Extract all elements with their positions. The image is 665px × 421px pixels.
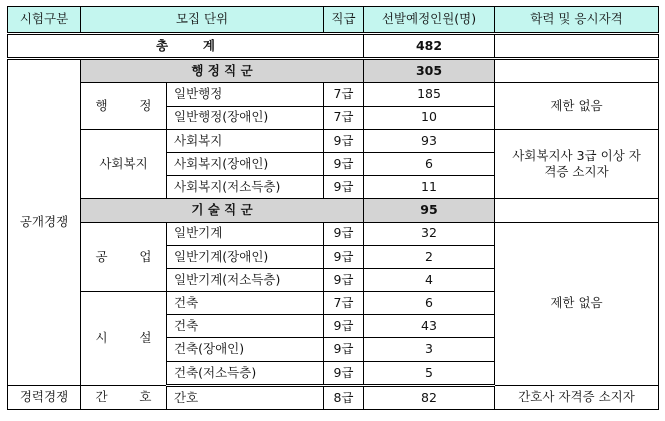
unit-cell: 건축 — [167, 292, 324, 315]
header-grade: 직급 — [324, 7, 364, 34]
count-cell: 11 — [364, 176, 495, 199]
admin-section-title: 행 정 직 군 — [81, 59, 364, 83]
count-cell: 10 — [364, 106, 495, 129]
tech-section-row — [8, 199, 659, 222]
tech-section-title: 기 술 직 군 — [81, 199, 364, 222]
count-cell: 5 — [364, 361, 495, 385]
open-competition-label: 공개경쟁 — [8, 59, 81, 386]
group-label-haengjeong: 행 정 — [81, 83, 167, 129]
grade-cell: 9급 — [324, 222, 364, 245]
grade-cell: 9급 — [324, 315, 364, 338]
grade-cell: 9급 — [324, 361, 364, 385]
unit-cell: 일반기계(장애인) — [167, 245, 324, 268]
qualification-career: 간호사 자격증 소지자 — [495, 385, 659, 409]
table-row — [8, 83, 659, 106]
count-cell: 6 — [364, 292, 495, 315]
qualification-tech: 제한 없음 — [495, 222, 659, 385]
grade-cell: 7급 — [324, 106, 364, 129]
count-cell: 185 — [364, 83, 495, 106]
count-cell: 32 — [364, 222, 495, 245]
unit-cell: 일반기계 — [167, 222, 324, 245]
unit-cell: 사회복지(저소득층) — [167, 176, 324, 199]
count-cell: 82 — [364, 385, 495, 409]
count-cell: 2 — [364, 245, 495, 268]
unit-cell: 일반행정 — [167, 83, 324, 106]
career-competition-label: 경력경쟁 — [8, 385, 81, 409]
qualification-haengjeong: 제한 없음 — [495, 83, 659, 129]
grade-cell: 9급 — [324, 129, 364, 152]
table-row — [8, 129, 659, 152]
count-cell: 3 — [364, 338, 495, 361]
header-exam-type: 시험구분 — [8, 7, 81, 34]
unit-cell: 일반기계(저소득층) — [167, 268, 324, 291]
count-cell: 43 — [364, 315, 495, 338]
count-cell: 6 — [364, 152, 495, 175]
header-unit: 모집 단위 — [81, 7, 324, 34]
unit-cell: 일반행정(장애인) — [167, 106, 324, 129]
unit-cell: 건축(장애인) — [167, 338, 324, 361]
grade-cell: 9급 — [324, 176, 364, 199]
admin-section-row — [8, 59, 659, 83]
tech-section-qualification-empty — [495, 199, 659, 222]
unit-cell: 간호 — [167, 385, 324, 409]
header-count: 선발예정인원(명) — [364, 7, 495, 34]
group-label-ganho: 간 호 — [81, 385, 167, 409]
recruitment-table-container — [7, 6, 659, 410]
admin-section-count: 305 — [364, 59, 495, 83]
header-row — [8, 7, 659, 34]
table-row — [8, 222, 659, 245]
unit-cell: 사회복지(장애인) — [167, 152, 324, 175]
qualification-welfare: 사회복지사 3급 이상 자격증 소지자 — [495, 129, 659, 199]
group-label-gongeop: 공 업 — [81, 222, 167, 292]
grade-cell: 7급 — [324, 292, 364, 315]
grade-cell: 9급 — [324, 245, 364, 268]
count-cell: 4 — [364, 268, 495, 291]
grade-cell: 9급 — [324, 152, 364, 175]
grade-cell: 9급 — [324, 268, 364, 291]
group-label-welfare: 사회복지 — [81, 129, 167, 199]
unit-cell: 건축(저소득층) — [167, 361, 324, 385]
total-count: 482 — [364, 34, 495, 59]
total-label: 총 계 — [8, 34, 364, 59]
count-cell: 93 — [364, 129, 495, 152]
grade-cell: 7급 — [324, 83, 364, 106]
group-label-siseol: 시 설 — [81, 292, 167, 386]
header-qualification: 학력 및 응시자격 — [495, 7, 659, 34]
grade-cell: 9급 — [324, 338, 364, 361]
admin-section-qualification-empty — [495, 59, 659, 83]
unit-cell: 사회복지 — [167, 129, 324, 152]
recruitment-table — [7, 6, 659, 410]
unit-cell: 건축 — [167, 315, 324, 338]
career-row — [8, 385, 659, 409]
total-qualification-empty — [495, 34, 659, 59]
grade-cell: 8급 — [324, 385, 364, 409]
total-row — [8, 34, 659, 59]
tech-section-count: 95 — [364, 199, 495, 222]
